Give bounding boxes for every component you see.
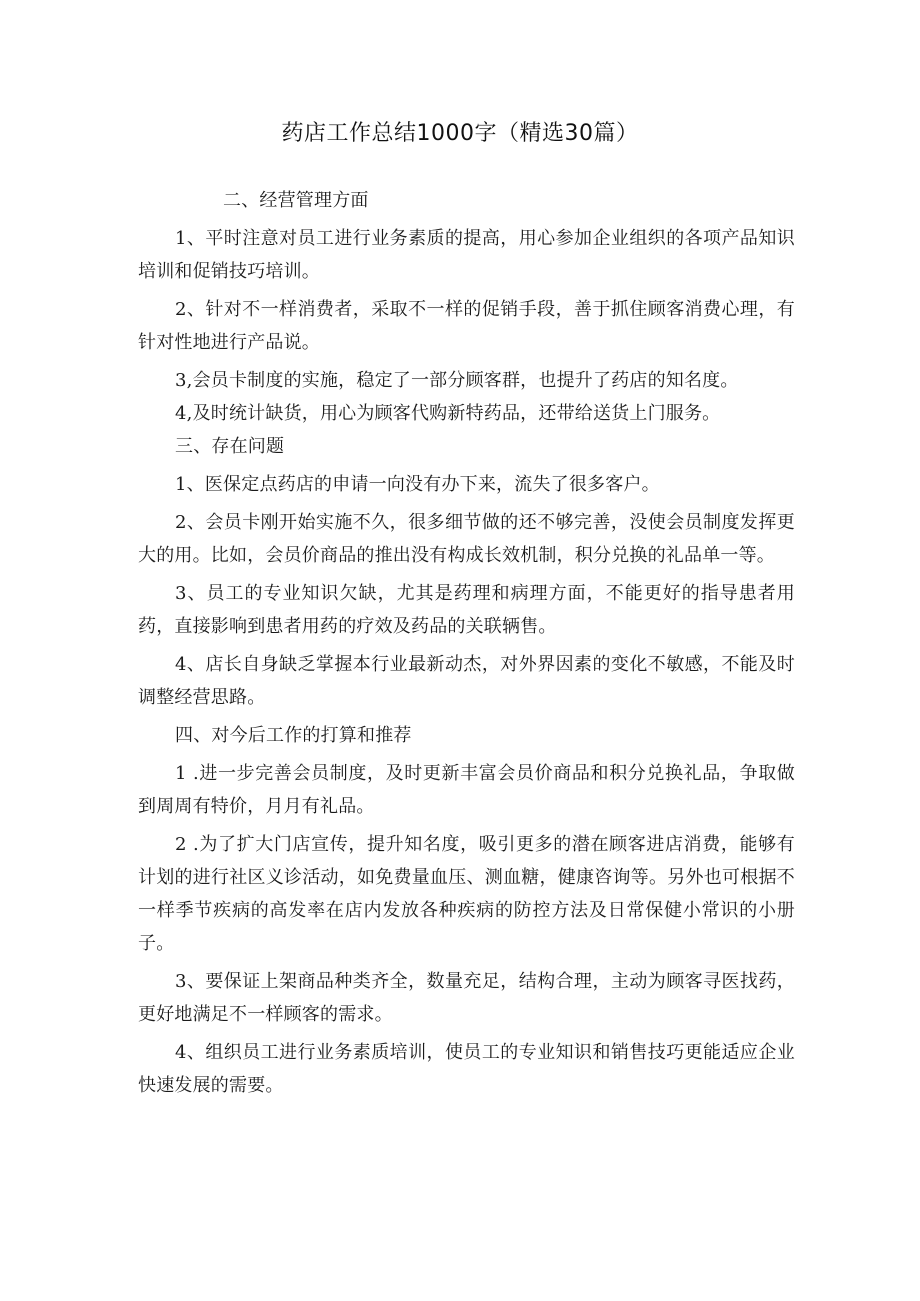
paragraph-item: 1、平时注意对员工进行业务素质的提高，用心参加企业组织的各项产品知识培训和促销技巧培训。 (138, 228, 795, 282)
paragraph-item: 3,会员卡制度的实施，稳定了一部分顾客群，也提升了药店的知名度。 (175, 370, 739, 391)
paragraph-item: 2、会员卡刚开始实施不久，很多细节做的还不够完善，没使会员制度发挥更大的用。比如，会员价商品的推出没有构成长效机制，积分兑换的礼品单一等。 (138, 512, 795, 566)
document-body (138, 184, 795, 1102)
section-heading-plans: 四、对今后工作的打算和推荐 (175, 725, 412, 746)
paragraph-item: 4,及时统计缺货，用心为顾客代购新特药品，还带给送货上门服务。 (175, 403, 721, 424)
paragraph-item: 3、要保证上架商品种类齐全，数量充足，结构合理，主动为顾客寻医找药，更好地满足不一样顾客的需求。 (138, 971, 795, 1025)
paragraph-item: 1、医保定点药店的申请一向没有办下来，流失了很多客户。 (175, 474, 660, 495)
paragraph-item: 1 .进一步完善会员制度，及时更新丰富会员价商品和积分兑换礼品，争取做到周周有特价，月月有礼品。 (138, 763, 795, 817)
paragraph-item: 2 .为了扩大门店宣传，提升知名度，吸引更多的潜在顾客进店消费，能够有计划的进行社区义诊活动，如免费量血压、测血糖，健康咨询等。另外也可根据不一样季节疾病的高发率在店内发放各种疾病的防控方法及日常保健小常识的小册子。 (138, 834, 795, 954)
paragraph-item: 2、针对不一样消费者，采取不一样的促销手段，善于抓住顾客消费心理，有针对性地进行产品说。 (138, 299, 795, 353)
paragraph-item: 4、店长自身缺乏掌握本行业最新动杰，对外界因素的变化不敏感，不能及时调整经营思路。 (138, 654, 795, 708)
page-title: 药店工作总结1000字（精选30篇） (281, 121, 639, 146)
paragraph-item: 4、组织员工进行业务素质培训，使员工的专业知识和销售技巧更能适应企业快速发展的需要。 (138, 1042, 795, 1096)
section-heading-management: 二、经营管理方面 (223, 190, 369, 211)
section-heading-problems: 三、存在问题 (175, 436, 285, 457)
paragraph-item: 3、员工的专业知识欠缺，尤其是药理和病理方面，不能更好的指导患者用药，直接影响到患者用药的疗效及药品的关联辆售。 (138, 583, 795, 637)
